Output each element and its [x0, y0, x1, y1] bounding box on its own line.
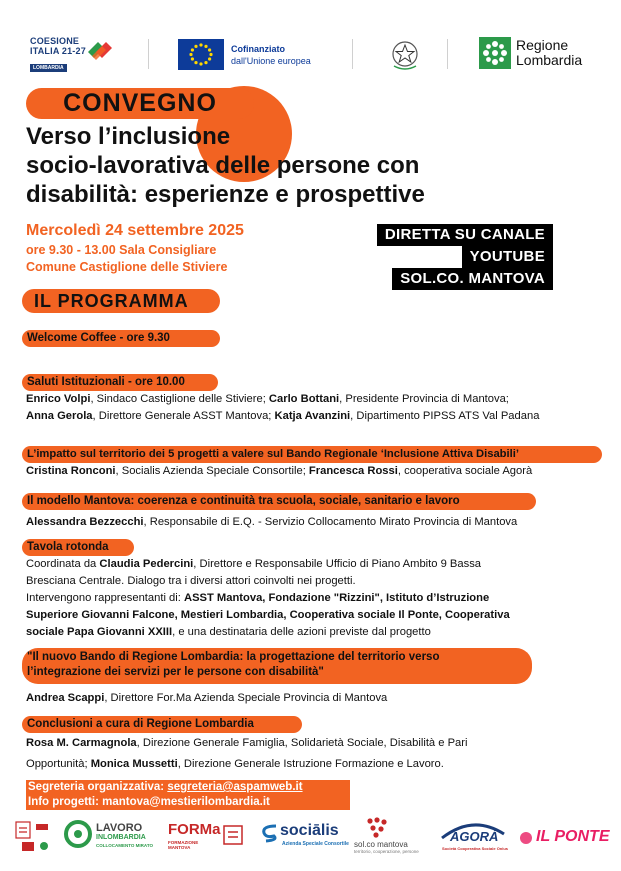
forma-line2: FORMAZIONE MANTOVA [168, 840, 199, 850]
event-time: ore 9.30 - 13.00 Sala Consigliare [26, 243, 217, 257]
logo-divider [352, 39, 353, 69]
speaker-name: Cristina Ronconi [26, 465, 116, 477]
speaker-role: , Direttore Generale ASST Mantova; [92, 410, 275, 422]
eu-line2: dall'Unione europea [231, 56, 311, 66]
title-line-2: socio-lavorativa delle persone con [26, 152, 420, 179]
bando-line [26, 690, 387, 707]
event-date: Mercoledì 24 settembre 2025 [26, 222, 244, 239]
live-line-2: YOUTUBE [462, 246, 553, 268]
forma-line1: FORMa [168, 821, 221, 838]
solco-line1: sol.co mantova [354, 840, 408, 849]
eu-cofinanziato-text [231, 43, 311, 67]
impatto-line [26, 463, 532, 480]
regione-line2: Lombardia [516, 52, 583, 68]
lavoro-line2: INLOMBARDIA [96, 834, 146, 841]
forma-logo [164, 816, 221, 856]
eu-line1: Cofinanziato [231, 44, 285, 54]
logo-divider [447, 39, 448, 69]
convegno-badge: CONVEGNO [26, 88, 254, 119]
tavola-line-1 [26, 556, 481, 573]
speaker-role: , Sindaco Castiglione delle Stiviere; [90, 393, 269, 405]
speaker-role: Opportunità; [26, 758, 91, 770]
coesione-logo-mark [84, 38, 114, 66]
solco-line2: territorio, cooperazione, persone [354, 849, 419, 854]
welcome-coffee-pill: Welcome Coffee - ore 9.30 [22, 330, 220, 347]
modello-line [26, 514, 517, 531]
tavola-text: Coordinata da [26, 558, 100, 570]
speaker-role: , Direzione Generale Istruzione Formazione e Lavoro. [177, 758, 444, 770]
lavoro-line1: LAVORO [96, 822, 143, 834]
lavoro-line3: COLLOCAMENTO MIRATO [96, 843, 153, 848]
tavola-line-5 [26, 624, 431, 641]
solco-dots-icon [364, 816, 390, 838]
logo-divider [148, 39, 149, 69]
regione-line1: Regione [516, 37, 569, 53]
asst-mantova-logo [220, 816, 248, 856]
event-title [26, 122, 606, 209]
tavola-line-4: Superiore Giovanni Falcone, Mestieri Lombardia, Cooperativa sociale Il Ponte, Cooperativa [26, 609, 510, 621]
coesione-line1: COESIONE [30, 36, 80, 46]
italian-republic-emblem-icon [390, 38, 420, 72]
solco-mantova-logo [354, 816, 434, 856]
il-ponte-logo [516, 816, 612, 856]
bando-pill [22, 648, 532, 684]
coesione-sub: LOMBARDIA [30, 64, 67, 72]
regione-lombardia-text [516, 38, 582, 68]
socialis-logo [260, 816, 350, 856]
live-line-1: DIRETTA SU CANALE [377, 224, 553, 246]
speaker-name: Rosa M. Carmagnola [26, 737, 137, 749]
programma-heading: IL PROGRAMMA [22, 289, 220, 313]
speaker-name: Enrico Volpi [26, 393, 91, 405]
speaker-role: , Responsabile di E.Q. - Servizio Collocamento Mirato Provincia di Mantova [143, 516, 518, 528]
speaker-role: , cooperativa sociale Agorà [397, 465, 533, 477]
bando-title-1: "Il nuovo Bando di Regione Lombardia: la progettazione del territorio verso [27, 651, 440, 663]
modello-pill: Il modello Mantova: coerenza e continuità tra scuola, sociale, sanitario e lavoro [22, 493, 536, 510]
speaker-name: Carlo Bottani [268, 393, 340, 405]
tavola-line-2: Bresciana Centrale. Dialogo tra i diversi attori coinvolti nei progetti. [26, 575, 356, 587]
eu-flag-icon [178, 39, 224, 70]
speaker-name: Anna Gerola [26, 410, 93, 422]
info-line [26, 795, 350, 810]
contacts-box [26, 780, 350, 810]
socialis-swirl-icon [260, 822, 280, 844]
saluti-line-2 [26, 408, 539, 425]
bando-title-2: l’integrazione dei servizi per le persone con disabilità" [27, 666, 324, 678]
il-ponte-line1: IL PONTE [536, 828, 610, 845]
conclusioni-line-2 [26, 756, 444, 773]
lavoro-circle-icon [64, 820, 92, 848]
agora-line1: AGORÁ [450, 829, 499, 844]
regione-lombardia-icon [479, 37, 511, 69]
speaker-role: , Presidente Provincia di Mantova; [339, 393, 509, 405]
info-label: Info progetti: [28, 796, 103, 808]
speaker-name: Claudia Pedercini [99, 558, 194, 570]
segreteria-email-link[interactable]: segreteria@aspamweb.it [167, 781, 303, 793]
event-venue: Comune Castiglione delle Stiviere [26, 260, 228, 274]
event-time-place [26, 242, 227, 276]
speaker-name: Katja Avanzini [274, 410, 351, 422]
speaker-name: Andrea Scappi [26, 692, 105, 704]
lavoro-in-lombardia-logo [64, 816, 156, 856]
conclusioni-line-1 [26, 735, 467, 752]
coesione-italia-logo [30, 36, 116, 70]
speaker-name: Francesca Rossi [308, 465, 398, 477]
coesione-line2: ITALIA 21-27 [30, 46, 86, 56]
title-line-1: Verso l’inclusione [26, 123, 231, 150]
agora-logo [438, 816, 510, 856]
agora-line2: Società Cooperativa Sociale Onlus [442, 846, 509, 851]
live-line-3: SOL.CO. MANTOVA [392, 268, 553, 290]
tavola-text: , e una destinataria delle azioni previste dal progetto [172, 626, 431, 638]
saluti-line-1 [26, 391, 509, 408]
province-mantova-logo [14, 816, 58, 856]
speaker-role: , Direzione Generale Famiglia, Solidarietà Sociale, Disabilità e Pari [136, 737, 468, 749]
speaker-role: , Direttore For.Ma Azienda Speciale Provincia di Mantova [104, 692, 388, 704]
tavola-pill: Tavola rotonda [22, 539, 134, 556]
tavola-line-3 [26, 590, 489, 607]
live-stream-box [355, 224, 553, 290]
saluti-pill: Saluti Istituzionali - ore 10.00 [22, 374, 218, 391]
tavola-orgs: ASST Mantova, Fondazione "Rizzini", Istituto d’Istruzione [183, 592, 490, 604]
socialis-line2: Azienda Speciale Consortile [282, 841, 349, 847]
speaker-role: , Socialis Azienda Speciale Consortile; [115, 465, 309, 477]
conclusioni-pill: Conclusioni a cura di Regione Lombardia [22, 716, 302, 733]
socialis-line1: sociālis [280, 822, 339, 839]
il-ponte-mark-icon [518, 830, 534, 846]
title-line-3: disabilità: esperienze e prospettive [26, 181, 425, 208]
speaker-name: Alessandra Bezzecchi [26, 516, 144, 528]
speaker-role: , Dipartimento PIPSS ATS Val Padana [350, 410, 540, 422]
segreteria-line [26, 780, 350, 795]
tavola-text: , Direttore e Responsabile Ufficio di Piano Ambito 9 Bassa [193, 558, 482, 570]
speaker-name: Monica Mussetti [90, 758, 178, 770]
info-email-link[interactable]: mantova@mestierilombardia.it [102, 796, 270, 808]
impatto-pill: L’impatto sul territorio dei 5 progetti a valere sul Bando Regionale ‘Inclusione Attiva Disabili’ [22, 446, 602, 463]
tavola-text: Intervengono rappresentanti di: [26, 592, 184, 604]
segreteria-label: Segreteria organizzativa: [28, 781, 168, 793]
tavola-orgs: sociale Papa Giovanni XXIII [26, 626, 173, 638]
